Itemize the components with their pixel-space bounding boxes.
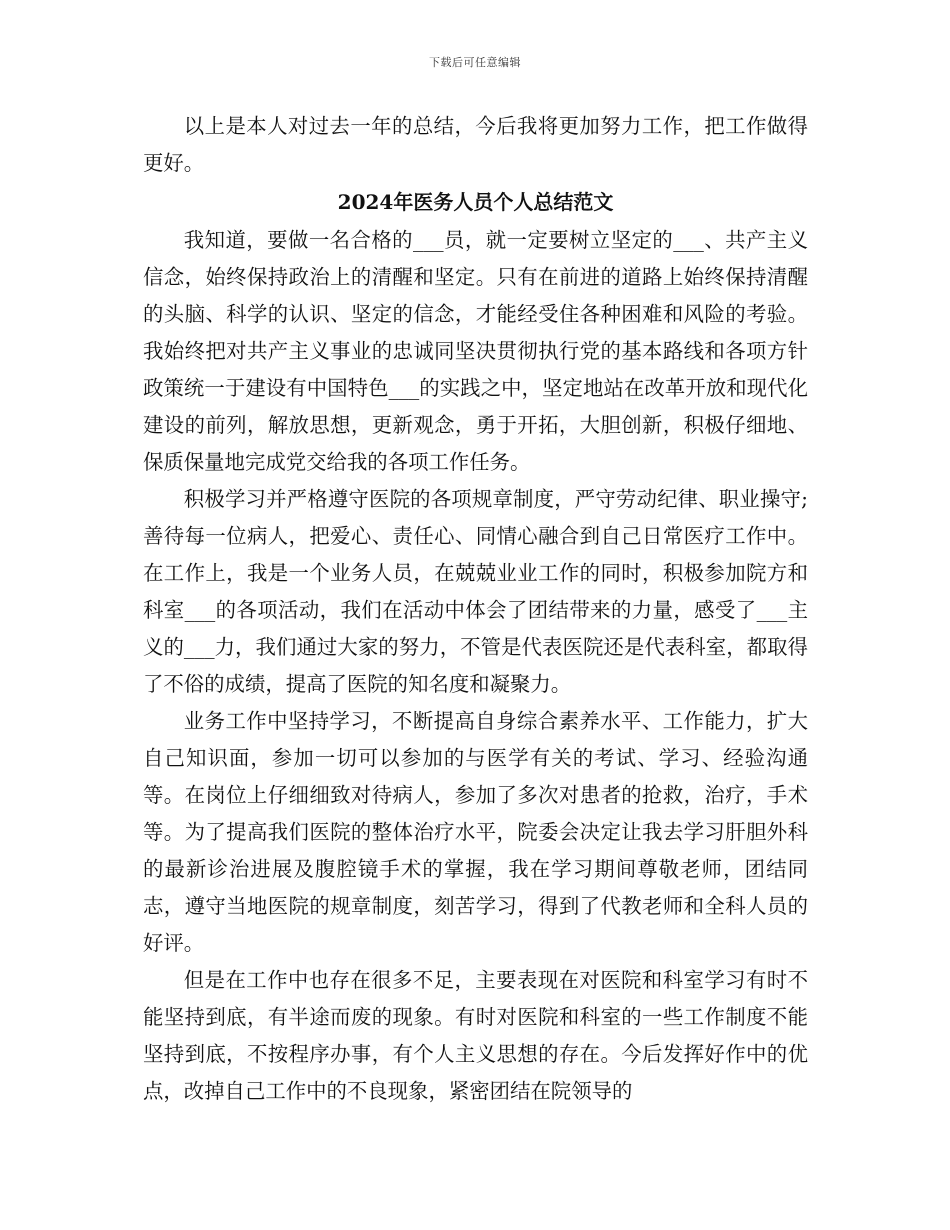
document-body xyxy=(143,108,808,1110)
body-paragraph-3: 业务工作中坚持学习，不断提高自身综合素养水平、工作能力，扩大自己知识面，参加一切可以参加的与医学有关的考试、学习、经验沟通等。在岗位上仔细细致对待病人，参加了多次对患者的抢救，治疗，手术等。为了提高我们医院的整体治疗水平，院委会决定让我去学习肝胆外科的最新诊治进展及腹腔镜手术的掌握，我在学习期间尊敬老师，团结同志，遵守当地医院的规章制度，刻苦学习，得到了代教老师和全科人员的好评。 xyxy=(143,709,808,955)
body-paragraph-1: 我知道，要做一名合格的___员，就一定要树立坚定的___、共产主义信念，始终保持政治上的清醒和坚定。只有在前进的道路上始终保持清醒的头脑、科学的认识、坚定的信念，才能经受住各种困难和风险的考验。我始终把对共产主义事业的忠诚同坚决贯彻执行党的基本路线和各项方针政策统一于建设有中国特色___的实践之中，坚定地站在改革开放和现代化建设的前列，解放思想，更新观念，勇于开拓，大胆创新，积极仔细地、保质保量地完成党交给我的各项工作任务。 xyxy=(143,228,808,474)
body-paragraph-4: 但是在工作中也存在很多不足，主要表现在对医院和科室学习有时不能坚持到底，有半途而废的现象。有时对医院和科室的一些工作制度不能坚持到底，不按程序办事，有个人主义思想的存在。今后发挥好作中的优点，改掉自己工作中的不良现象，紧密团结在院领导的 xyxy=(143,968,808,1103)
page-header-note: 下载后可任意编辑 xyxy=(429,56,521,69)
body-paragraph-2: 积极学习并严格遵守医院的各项规章制度，严守劳动纪律、职业操守;善待每一位病人，把爱心、责任心、同情心融合到自己日常医疗工作中。在工作上，我是一个业务人员，在兢兢业业工作的同时，积极参加院方和科室___的各项活动，我们在活动中体会了团结带来的力量，感受了___主义的___力，我们通过大家的努力，不管是代表医院还是代表科室，都取得了不俗的成绩，提高了医院的知名度和凝聚力。 xyxy=(143,487,808,696)
document-title: 2024年医务人员个人总结范文 xyxy=(337,190,614,214)
intro-paragraph: 以上是本人对过去一年的总结，今后我将更加努力工作，把工作做得更好。 xyxy=(143,114,808,175)
